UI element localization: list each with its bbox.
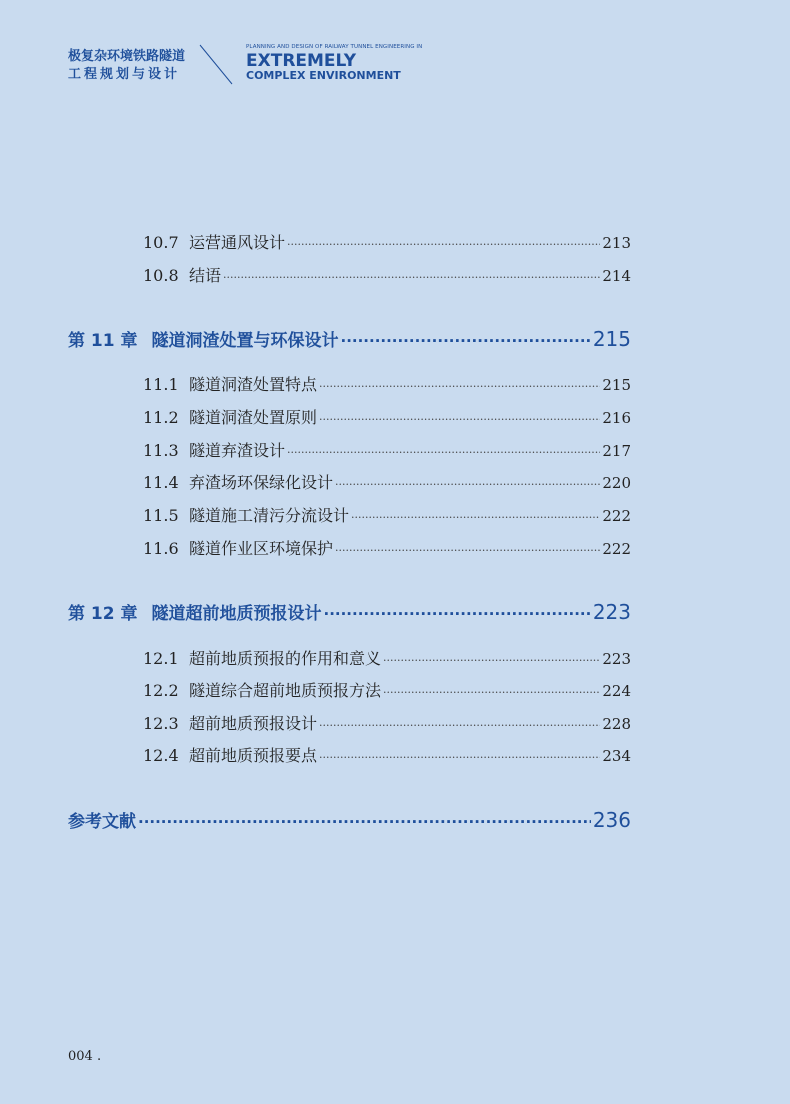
page-number: 222 [602, 540, 631, 558]
section-title: 隧道弃渣设计 [189, 441, 286, 460]
section-title: 超前地质预报要点 [189, 746, 318, 765]
page-number: 215 [592, 327, 631, 351]
section-title: 隧道施工清污分流设计 [189, 506, 350, 525]
toc-section-11-6[interactable] [143, 536, 631, 559]
toc-section-11-4[interactable] [143, 470, 631, 493]
toc-references[interactable] [68, 807, 631, 832]
section-number: 11.4 [143, 473, 179, 492]
section-number: 10.8 [143, 266, 179, 285]
toc-section-12-2[interactable] [143, 678, 631, 701]
chapter-label: 第 12 章 [68, 604, 138, 624]
toc-section-11-3[interactable] [143, 438, 631, 461]
page-number: 236 [592, 808, 631, 832]
leader-dots [335, 544, 600, 557]
chapter-title: 隧道超前地质预报设计 [151, 604, 322, 624]
leader-dots [287, 446, 600, 459]
leader-dots [223, 271, 600, 284]
leader-dots [383, 686, 600, 699]
book-title-en-big: EXTREMELY [246, 51, 357, 71]
page-number: 215 [602, 376, 631, 394]
leader-dots [335, 478, 600, 491]
page-number: 214 [602, 267, 631, 285]
section-title: 弃渣场环保绿化设计 [189, 473, 334, 492]
toc-section-10-7[interactable] [143, 230, 631, 253]
running-header [68, 44, 528, 94]
toc-chapter-11[interactable] [68, 326, 631, 351]
page-number: 228 [602, 715, 631, 733]
leader-dots [351, 511, 600, 524]
folio-page-number: 004 . [68, 1049, 102, 1064]
section-title: 隧道洞渣处置特点 [189, 375, 318, 394]
section-title: 结语 [189, 266, 222, 285]
toc-section-12-1[interactable] [143, 646, 631, 669]
section-title: 隧道综合超前地质预报方法 [189, 681, 382, 700]
section-number: 12.2 [143, 681, 179, 700]
toc-section-12-4[interactable] [143, 743, 631, 766]
section-title: 超前地质预报的作用和意义 [189, 649, 382, 668]
page-number: 220 [602, 474, 631, 492]
page-number: 224 [602, 682, 631, 700]
section-number: 11.2 [143, 408, 179, 427]
page-number: 223 [602, 650, 631, 668]
book-title-en [246, 44, 422, 82]
leader-dots [341, 332, 591, 350]
leader-dots [138, 813, 591, 831]
section-title: 运营通风设计 [189, 233, 286, 252]
divider-slash [198, 44, 234, 86]
page-number: 216 [602, 409, 631, 427]
leader-dots [319, 751, 600, 764]
page-number: 222 [602, 507, 631, 525]
book-title-en-small: PLANNING AND DESIGN OF RAILWAY TUNNEL ENGINEERING IN [246, 44, 423, 50]
chapter-title: 隧道洞渣处置与环保设计 [151, 331, 339, 351]
page-number: 223 [592, 600, 631, 624]
chapter-label: 第 11 章 [68, 331, 138, 351]
section-title: 隧道作业区环境保护 [189, 539, 334, 558]
toc-chapter-12[interactable] [68, 599, 631, 624]
leader-dots [319, 413, 600, 426]
references-title: 参考文献 [68, 812, 136, 832]
toc-section-11-2[interactable] [143, 405, 631, 428]
leader-dots [383, 654, 600, 667]
toc-section-11-1[interactable] [143, 372, 631, 395]
section-title: 隧道洞渣处置原则 [189, 408, 318, 427]
book-title-en-mid: COMPLEX ENVIRONMENT [246, 69, 401, 82]
section-number: 12.3 [143, 714, 179, 733]
toc-section-10-8[interactable] [143, 263, 631, 286]
section-number: 11.3 [143, 441, 179, 460]
toc-section-12-3[interactable] [143, 711, 631, 734]
book-title-cn [68, 48, 185, 84]
page-number: 213 [602, 234, 631, 252]
section-number: 12.1 [143, 649, 179, 668]
book-title-cn-line2: 工程规划与设计 [68, 67, 181, 82]
section-title: 超前地质预报设计 [189, 714, 318, 733]
leader-dots [319, 719, 600, 732]
section-number: 10.7 [143, 233, 179, 252]
section-number: 12.4 [143, 746, 179, 765]
page-number: 234 [602, 747, 631, 765]
page-number: 217 [602, 442, 631, 460]
section-number: 11.6 [143, 539, 179, 558]
leader-dots [324, 605, 591, 623]
section-number: 11.1 [143, 375, 179, 394]
leader-dots [287, 238, 600, 251]
toc-section-11-5[interactable] [143, 503, 631, 526]
book-title-cn-line1: 极复杂环境铁路隧道 [68, 49, 186, 64]
leader-dots [319, 380, 600, 393]
section-number: 11.5 [143, 506, 179, 525]
